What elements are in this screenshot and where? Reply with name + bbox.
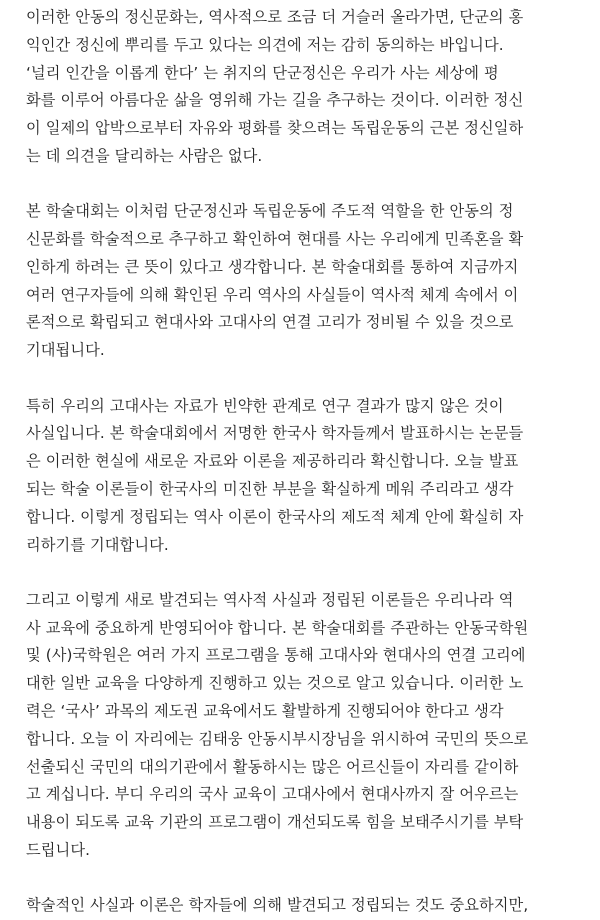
text-line: 신문화를 학술적으로 추구하고 확인하여 현대를 사는 우리에게 민족혼을 확 xyxy=(26,230,524,249)
paragraph-gap xyxy=(26,559,586,587)
text-line: 리하기를 기대합니다. xyxy=(26,535,169,554)
text-line: 대한 일반 교육을 다양하게 진행하고 있는 것으로 알고 있습니다. 이러한 노 xyxy=(26,674,524,693)
text-line: 선출되신 국민의 대의기관에서 활동하시는 많은 어르신들이 자리를 같이하 xyxy=(26,757,519,776)
paragraph-3 xyxy=(26,393,586,560)
text-line: 특히 우리의 고대사는 자료가 빈약한 관계로 연구 결과가 많지 않은 것이 xyxy=(26,396,504,415)
text-line: 익인간 정신에 뿌리를 두고 있다는 의견에 저는 감히 동의하는 바입니다. xyxy=(26,35,504,54)
text-line: ‘널리 인간을 이롭게 한다’ 는 취지의 단군정신은 우리가 사는 세상에 평 xyxy=(26,63,499,82)
text-line: 드립니다. xyxy=(26,841,91,860)
paragraph-gap xyxy=(26,865,586,893)
text-line: 고 계십니다. 부디 우리의 국사 교육이 고대사에서 현대사까지 잘 어우르는 xyxy=(26,785,519,804)
text-line: 합니다. 이렇게 정립되는 역사 이론이 한국사의 제도적 체계 안에 확실히 자 xyxy=(26,507,524,526)
text-line: 사실입니다. 본 학술대회에서 저명한 한국사 학자들께서 발표하시는 논문들 xyxy=(26,424,524,443)
text-line: 사 교육에 중요하게 반영되어야 합니다. 본 학술대회를 주관하는 안동국학원 xyxy=(26,618,529,637)
text-line: 합니다. 오늘 이 자리에는 김태웅 안동시부시장님을 위시하여 국민의 뜻으로 xyxy=(26,729,529,748)
paragraph-gap xyxy=(26,171,586,199)
paragraph-gap xyxy=(26,365,586,393)
paragraph-4 xyxy=(26,587,586,865)
text-line: 이 일제의 압박으로부터 자유와 평화를 찾으려는 독립운동의 근본 정신일하 xyxy=(26,119,524,138)
text-line: 인하게 하려는 큰 뜻이 있다고 생각합니다. 본 학술대회를 통하여 지금까지 xyxy=(26,257,519,276)
text-line: 력은 ‘국사’ 과목의 제도권 교육에서도 활발하게 진행되어야 한다고 생각 xyxy=(26,702,504,721)
text-line: 은 이러한 현실에 새로운 자료와 이론을 제공하리라 확신합니다. 오늘 발표 xyxy=(26,452,519,471)
text-line: 학술적인 사실과 이론은 학자들에 의해 발견되고 정립되는 것도 중요하지만, xyxy=(26,896,529,915)
text-line: 화를 이루어 아름다운 삶을 영위해 가는 길을 추구하는 것이다. 이러한 정신 xyxy=(26,91,524,110)
text-line: 는 데 의견을 달리하는 사람은 없다. xyxy=(26,146,263,165)
paragraph-1 xyxy=(26,4,586,171)
paragraph-2 xyxy=(26,198,586,365)
text-line: 및 (사)국학원은 여러 가지 프로그램을 통해 고대사와 현대사의 연결 고리에 xyxy=(26,646,526,665)
text-line: 내용이 되도록 교육 기관의 프로그램이 개선되도록 힘을 보태주시기를 부탁 xyxy=(26,813,524,832)
text-line: 여러 연구자들에 의해 확인된 우리 역사의 사실들이 역사적 체계 속에서 이 xyxy=(26,285,519,304)
paragraph-5 xyxy=(26,892,586,920)
text-line: 그리고 이렇게 새로 발견되는 역사적 사실과 정립된 이론들은 우리나라 역 xyxy=(26,590,514,609)
text-line: 기대됩니다. xyxy=(26,341,105,360)
text-line: 되는 학술 이론들이 한국사의 미진한 부분을 확실하게 메워 주리라고 생각 xyxy=(26,479,514,498)
text-line: 이러한 안동의 정신문화는, 역사적으로 조금 더 거슬러 올라가면, 단군의 홍 xyxy=(26,8,524,26)
text-line: 본 학술대회는 이처럼 단군정신과 독립운동에 주도적 역할을 한 안동의 정 xyxy=(26,202,514,221)
text-line: 론적으로 확립되고 현대사와 고대사의 연결 고리가 정비될 수 있을 것으로 xyxy=(26,313,514,332)
